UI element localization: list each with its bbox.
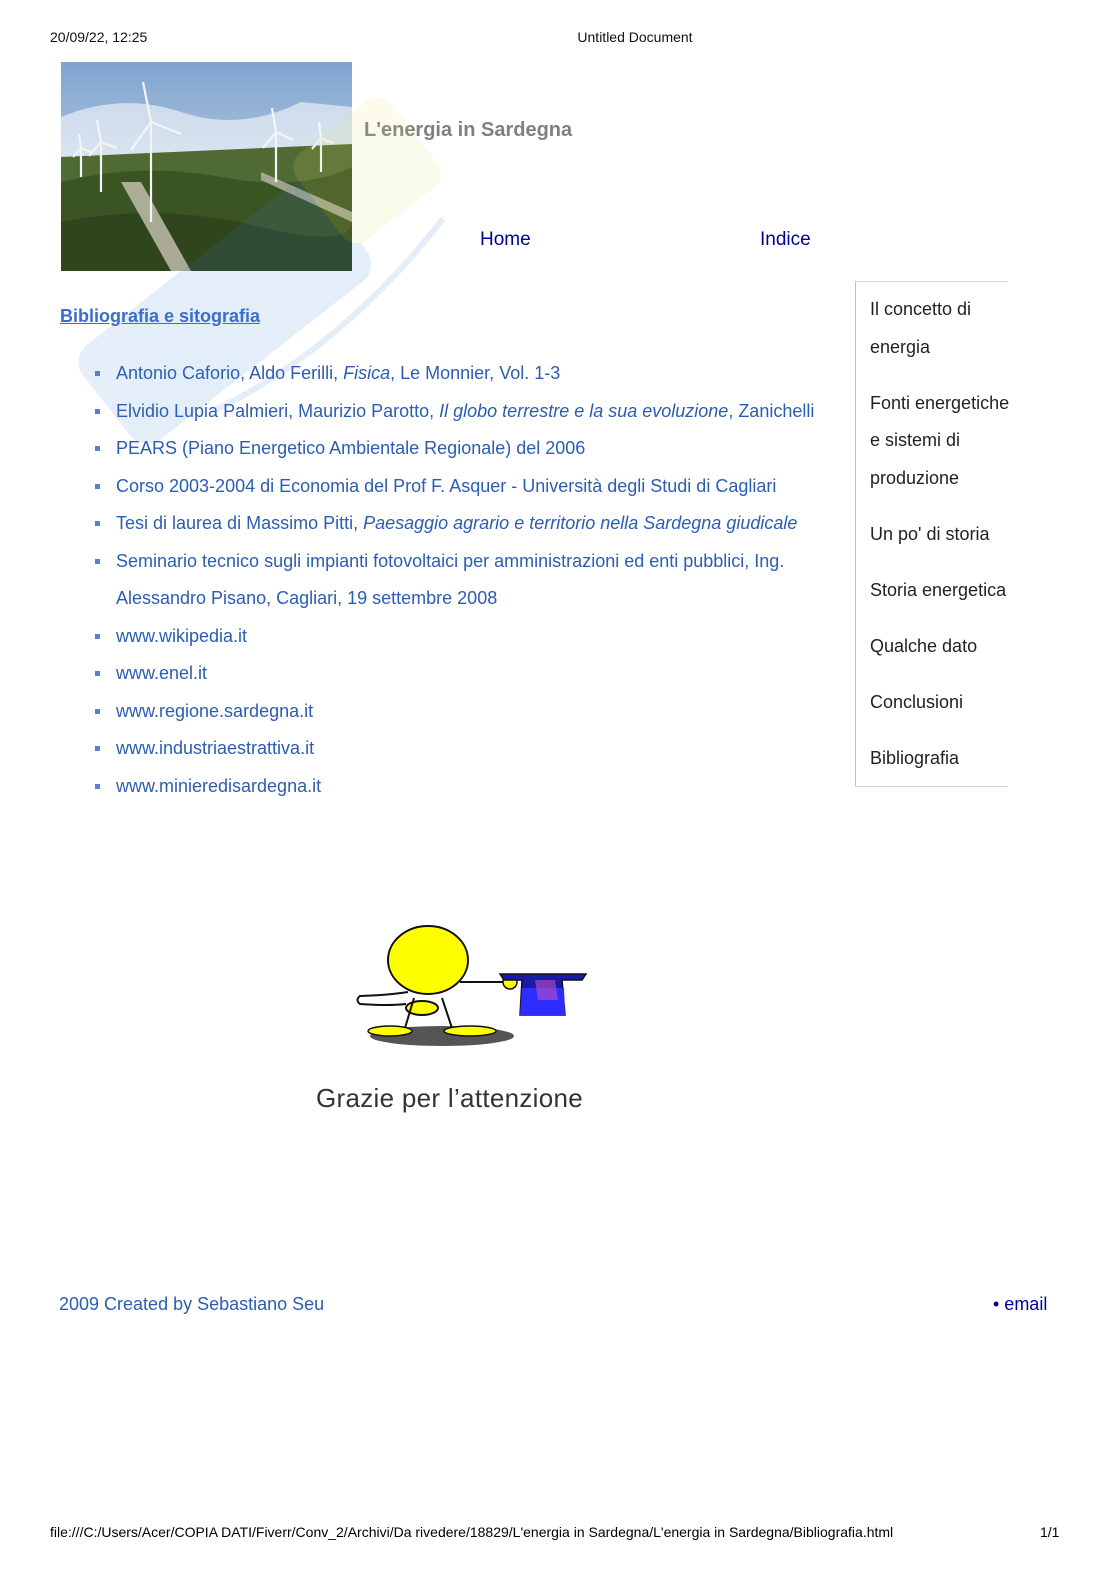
print-datetime: 20/09/22, 12:25 bbox=[50, 29, 148, 45]
list-item: Elvidio Lupia Palmieri, Maurizio Parotto, Il globo terrestre e la sua evoluzione, Zanichelli bbox=[94, 393, 854, 431]
sidebar-item-conclusioni[interactable]: Conclusioni bbox=[870, 691, 964, 712]
email-link[interactable]: • email bbox=[993, 1294, 1048, 1314]
list-item: Tesi di laurea di Massimo Pitti, Paesaggio agrario e territorio nella Sardegna giudicale bbox=[94, 505, 854, 543]
bibliography-list bbox=[94, 355, 854, 805]
list-item[interactable]: www.minieredisardegna.it bbox=[94, 768, 854, 806]
wind-farm-banner-image bbox=[61, 62, 352, 271]
list-item[interactable]: www.industriaestrattiva.it bbox=[94, 730, 854, 768]
list-item[interactable]: www.regione.sardegna.it bbox=[94, 693, 854, 731]
nav-index-link[interactable]: Indice bbox=[760, 229, 811, 250]
print-page-number: 1/1 bbox=[1040, 1524, 1060, 1540]
list-item[interactable]: www.wikipedia.it bbox=[94, 618, 854, 656]
sidebar-item-storia-energetica[interactable]: Storia energetica bbox=[870, 579, 1007, 600]
sidebar-item-concetto[interactable]: Il concetto di energia bbox=[870, 299, 972, 357]
sidebar-item-storia[interactable]: Un po' di storia bbox=[870, 523, 990, 544]
sidebar-menu bbox=[855, 281, 1008, 787]
list-item: Antonio Caforio, Aldo Ferilli, Fisica, Le Monnier, Vol. 1-3 bbox=[94, 355, 854, 393]
thanks-caption: Grazie per l’attenzione bbox=[316, 1083, 584, 1113]
print-doc-title: Untitled Document bbox=[577, 29, 693, 45]
list-item: PEARS (Piano Energetico Ambientale Regionale) del 2006 bbox=[94, 430, 854, 468]
site-title: L'energia in Sardegna bbox=[364, 119, 573, 141]
footer-credit: 2009 Created by Sebastiano Seu bbox=[59, 1294, 325, 1314]
list-item[interactable]: www.enel.it bbox=[94, 655, 854, 693]
list-item: Corso 2003-2004 di Economia del Prof F. Asquer - Università degli Studi di Cagliari bbox=[94, 468, 854, 506]
sidebar-item-bibliografia[interactable]: Bibliografia bbox=[870, 747, 960, 768]
presenter-figure-icon bbox=[350, 920, 590, 1060]
nav-home-link[interactable]: Home bbox=[480, 229, 531, 250]
print-file-path: file:///C:/Users/Acer/COPIA DATI/Fiverr/Conv_2/Archivi/Da rivedere/18829/L'energia in Sardegna/L'energia in Sardegna/Bibliografia.html bbox=[50, 1524, 894, 1540]
sidebar-item-fonti[interactable]: Fonti energetiche e sistemi di produzione bbox=[870, 392, 1010, 488]
section-title-link[interactable]: Bibliografia e sitografia bbox=[60, 306, 261, 326]
sidebar-item-qualche-dato[interactable]: Qualche dato bbox=[870, 635, 978, 656]
list-item: Seminario tecnico sugli impianti fotovoltaici per amministrazioni ed enti pubblici, Ing. Alessandro Pisano, Cagliari, 19 settembre 2008 bbox=[94, 543, 854, 618]
